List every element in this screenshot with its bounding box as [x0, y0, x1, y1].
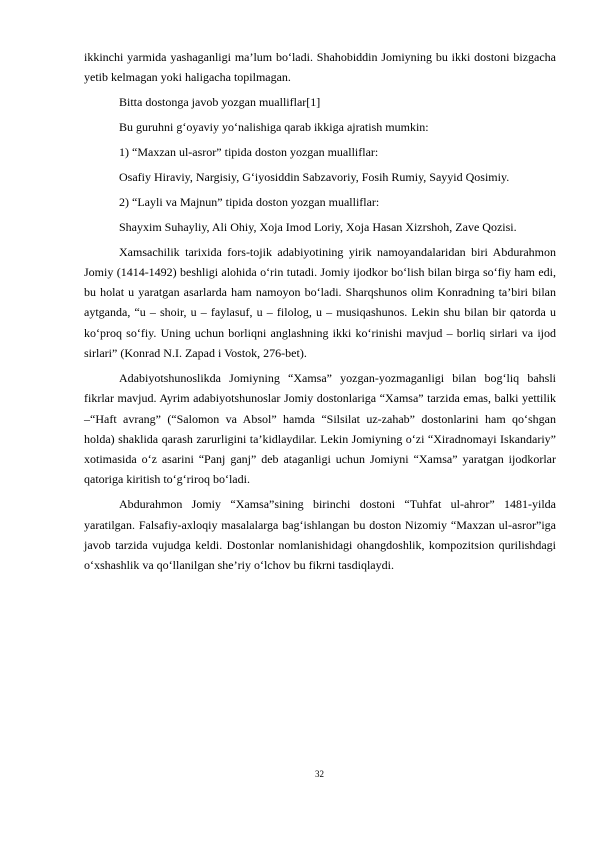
paragraph: Bu guruhni g‘oyaviy yo‘nalishiga qarab ikkiga ajratish mumkin:: [119, 120, 429, 135]
paragraph: 2) “Layli va Majnun” tipida doston yozgan mualliflar:: [119, 194, 380, 209]
paragraph: Shayxim Suhayliy, Ali Ohiy, Xoja Imod Loriy, Xoja Hasan Xizrshoh, Zave Qozisi.: [119, 219, 517, 234]
paragraph: Xamsachilik tarixida fors-tojik adabiyotining yirik namoyandalaridan biri Abdurahmon Jomiy (1414-1492) beshligi alohida o‘rin tutadi. Jomiy ijodkor bo‘lish bilan birga so‘fiy ham edi, bu holat u yaratgan asarlarda ham namoyon bo‘ladi. Sharqshunos olim Konradning ta’biri bilan aytganda, “u – shoir, u – faylasuf, u – filolog, u – musiqashunos. Lekin shu bilan bir qatorda u ko‘proq so‘fiy. Uning uchun borliqni anglashning ikki ko‘rinishi mavjud – borliq sirlari va ijod sirlari” (Konrad N.I. Zapad i Vostok, 276-bet).: [84, 244, 556, 361]
paragraph: 1) “Maxzan ul-asror” tipida doston yozgan mualliflar:: [119, 144, 379, 159]
paragraph: ikkinchi yarmida yashaganligi ma’lum bo‘ladi. Shahobiddin Jomiyning bu ikki dostoni bizgacha yetib kelmagan yoki haligacha topilmagan.: [84, 50, 556, 85]
paragraph: Adabiyotshunoslikda Jomiyning “Xamsa” yozgan-yozmaganligi bilan bog‘liq bahsli fikrlar mavjud. Ayrim adabiyotshunoslar Jomiy dostonlariga “Xamsa” tarzida emas, balki yettilik –“Haft avrang” (“Salomon va Absol” hamda “Silsilat uz-zahab” dostonlarini ham qo‘shgan holda) shaklida qarash zarurligini ta’kidlaydilar. Lekin Jomiyning o‘zi “Xiradnomayi Iskandariy” xotimasida o‘z asarini “Panj ganj” deb ataganligi uchun Jomiyni “Xamsa” yaratgan ijodkorlar qatoriga kiritish to‘g‘riroq bo‘ladi.: [84, 370, 556, 487]
body-text: [84, 47, 556, 580]
paragraph: Bitta dostonga javob yozgan mualliflar[1]: [119, 95, 321, 110]
paragraph: Abdurahmon Jomiy “Xamsa”sining birinchi dostoni “Tuhfat ul-ahror” 1481-yilda yaratilgan. Falsafiy-axloqiy masalalarga bag‘ishlangan bu doston Nizomiy “Maxzan ul-asror”iga javob tarzida vujudga keldi. Dostonlar nomlanishidagi ohangdoshlik, kompozitsion qurilishdagi o‘xshashlik va qo‘llanilgan she’riy o‘lchov bu fikrni tasdiqlaydi.: [84, 497, 556, 573]
paragraph: Osafiy Hiraviy, Nargisiy, G‘iyosiddin Sabzavoriy, Fosih Rumiy, Sayyid Qosimiy.: [119, 169, 510, 184]
page-number: 32: [315, 769, 324, 779]
